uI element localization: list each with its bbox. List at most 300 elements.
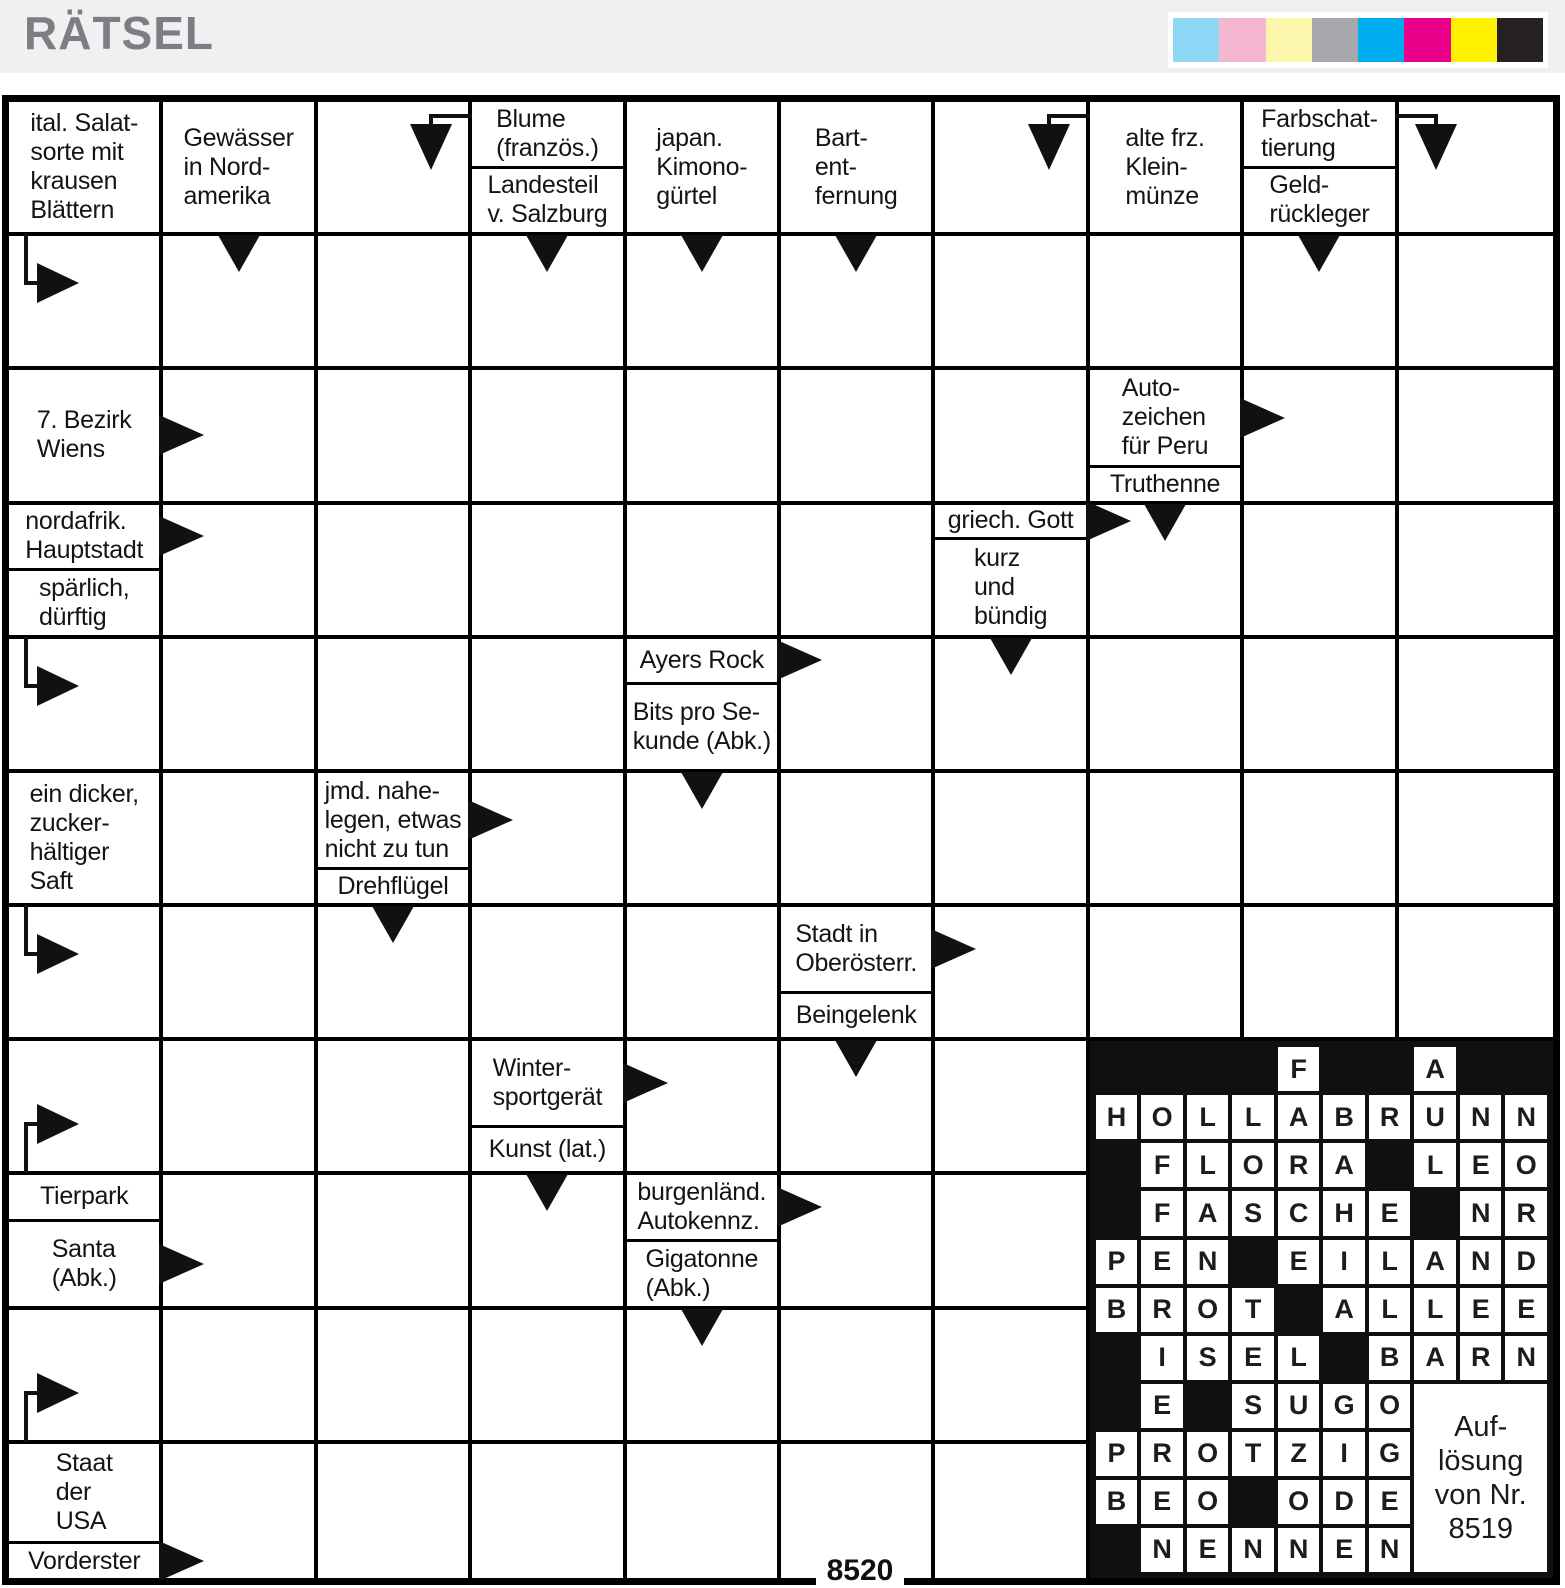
answer-cell[interactable] <box>163 1041 317 1175</box>
down-arrow-icon <box>834 235 878 273</box>
answer-cell[interactable] <box>1399 505 1553 639</box>
clue-cell <box>9 773 163 907</box>
clue-part <box>627 1175 777 1239</box>
right-arrow-icon <box>777 1187 823 1227</box>
clue-line: zeichen <box>1121 403 1206 432</box>
clue-part <box>935 505 1085 538</box>
solution-letter-cell: L <box>1187 1143 1229 1187</box>
clue-line: 7. Bezirk <box>36 406 132 435</box>
solution-letter-cell: Z <box>1278 1432 1320 1476</box>
right-arrow-icon <box>159 1541 205 1581</box>
solution-letter-cell: A <box>1414 1240 1456 1284</box>
solution-letter-cell: H <box>1323 1191 1365 1235</box>
answer-cell[interactable] <box>1399 370 1553 504</box>
clue-line: ein dicker, <box>29 779 139 808</box>
solution-letter-cell: T <box>1232 1288 1274 1332</box>
clue-line: für Peru <box>1121 432 1209 461</box>
bent-down-arrow-icon <box>1395 114 1467 174</box>
answer-cell[interactable] <box>318 102 472 236</box>
color-swatch <box>1404 18 1450 62</box>
solution-letter-cell: O <box>1141 1095 1183 1139</box>
clue-text <box>52 1235 117 1293</box>
clue-line: Gewässer <box>183 123 294 152</box>
solution-letter-cell: E <box>1278 1240 1320 1284</box>
bent-down-arrow-icon <box>400 114 472 174</box>
clue-part <box>1244 102 1394 166</box>
solution-label-line: 8519 <box>1448 1512 1513 1545</box>
clue-cell <box>9 1175 163 1309</box>
solution-letter-cell: F <box>1141 1191 1183 1235</box>
clue-text <box>1269 171 1369 229</box>
clue-line: Vorderster <box>28 1546 141 1575</box>
answer-cell[interactable] <box>318 236 472 370</box>
clue-line: hältiger <box>29 837 110 866</box>
answer-cell[interactable] <box>472 639 626 773</box>
answer-cell[interactable] <box>318 639 472 773</box>
right-arrow-icon <box>468 800 514 840</box>
answer-cell[interactable] <box>1090 773 1244 907</box>
solution-black-cell <box>1232 1047 1274 1091</box>
answer-cell[interactable] <box>1090 236 1244 370</box>
answer-cell[interactable] <box>472 236 626 370</box>
print-color-bar <box>1168 12 1548 68</box>
header-bar <box>0 0 1565 73</box>
answer-cell[interactable] <box>1244 236 1398 370</box>
down-arrow-icon <box>680 772 724 810</box>
clue-part <box>472 102 622 166</box>
solution-letter-cell: L <box>1414 1288 1456 1332</box>
bent-right-arrow-icon <box>15 1368 87 1442</box>
clue-text <box>640 646 764 675</box>
answer-cell[interactable] <box>627 505 781 639</box>
solution-black-cell <box>1232 1480 1274 1524</box>
color-swatch <box>1312 18 1358 62</box>
solution-letter-cell: S <box>1232 1384 1274 1428</box>
solution-letter-cell: L <box>1414 1143 1456 1187</box>
solution-label-line: Auf- <box>1454 1410 1508 1443</box>
answer-cell[interactable] <box>627 773 781 907</box>
answer-cell[interactable] <box>9 907 163 1041</box>
clue-line: Bits pro Se- <box>632 697 760 726</box>
answer-cell[interactable] <box>1244 639 1398 773</box>
solution-letter-cell: I <box>1323 1240 1365 1284</box>
clue-line: bündig <box>973 602 1048 631</box>
solution-letter-cell: S <box>1232 1191 1274 1235</box>
answer-cell[interactable] <box>1244 773 1398 907</box>
solution-letter-cell: F <box>1141 1143 1183 1187</box>
solution-letter-cell: O <box>1278 1480 1320 1524</box>
clue-line: ent- <box>814 152 857 181</box>
answer-cell[interactable] <box>9 639 163 773</box>
down-arrow-icon <box>1143 504 1187 542</box>
clue-line: Farbschat- <box>1261 104 1378 133</box>
answer-cell[interactable] <box>627 370 781 504</box>
down-arrow-icon <box>371 906 415 944</box>
solution-black-cell <box>1096 1191 1138 1235</box>
clue-text <box>25 507 143 565</box>
answer-cell[interactable] <box>627 1444 781 1578</box>
clue-part <box>781 907 931 991</box>
answer-cell[interactable] <box>935 1175 1089 1309</box>
clue-cell <box>935 505 1089 639</box>
clue-part <box>9 773 159 903</box>
clue-line: Winter- <box>492 1054 572 1083</box>
page-title: RÄTSEL <box>24 7 214 59</box>
solution-letter-cell: A <box>1323 1288 1365 1332</box>
answer-cell[interactable] <box>935 639 1089 773</box>
clue-cell <box>472 1041 626 1175</box>
clue-text <box>948 506 1074 535</box>
clue-part <box>9 1219 159 1306</box>
solution-letter-cell: E <box>1323 1528 1365 1572</box>
clue-line: Beingelenk <box>795 1001 917 1030</box>
clue-line: Kimono- <box>656 152 748 181</box>
solution-black-cell <box>1187 1047 1229 1091</box>
solution-letter-cell: E <box>1141 1240 1183 1284</box>
answer-cell[interactable] <box>163 773 317 907</box>
right-arrow-icon <box>931 929 977 969</box>
solution-letter-cell: E <box>1460 1288 1502 1332</box>
answer-cell[interactable] <box>935 773 1089 907</box>
clue-cell <box>9 102 163 236</box>
answer-cell[interactable] <box>627 1310 781 1444</box>
answer-cell[interactable] <box>935 370 1089 504</box>
solution-letter-cell: A <box>1323 1143 1365 1187</box>
solution-letter-cell: A <box>1278 1095 1320 1139</box>
solution-label <box>1414 1384 1547 1572</box>
solution-letter-cell: O <box>1187 1480 1229 1524</box>
solution-black-cell <box>1414 1191 1456 1235</box>
puzzle-number: 8520 <box>816 1554 904 1588</box>
right-arrow-icon <box>159 1244 205 1284</box>
clue-line: (Abk.) <box>51 1263 117 1292</box>
clue-line: legen, etwas <box>324 805 462 834</box>
solution-letter-cell: O <box>1232 1143 1274 1187</box>
down-arrow-icon <box>680 1309 724 1347</box>
solution-letter-cell: D <box>1505 1240 1547 1284</box>
bent-right-arrow-icon <box>15 1099 87 1173</box>
answer-cell[interactable] <box>1399 639 1553 773</box>
solution-letter-cell: L <box>1232 1095 1274 1139</box>
answer-cell[interactable] <box>472 505 626 639</box>
answer-cell[interactable] <box>781 1041 935 1175</box>
clue-line: zucker- <box>29 808 110 837</box>
clue-line: tierung <box>1261 133 1336 162</box>
clue-text <box>40 1182 128 1211</box>
clue-part <box>163 102 313 232</box>
clue-line: burgenländ. <box>637 1178 767 1207</box>
clue-cell <box>781 102 935 236</box>
solution-letter-cell: C <box>1278 1191 1320 1235</box>
clue-text <box>489 1135 606 1164</box>
clue-line: Santa <box>51 1234 116 1263</box>
clue-line: Gigatonne <box>645 1244 759 1273</box>
solution-letter-cell: F <box>1278 1047 1320 1091</box>
answer-cell[interactable] <box>781 1310 935 1444</box>
answer-cell[interactable] <box>318 1310 472 1444</box>
clue-part <box>9 568 159 635</box>
bent-down-arrow-icon <box>1018 114 1090 174</box>
down-arrow-icon <box>217 235 261 273</box>
answer-cell[interactable] <box>163 236 317 370</box>
clue-text <box>338 872 449 901</box>
solution-black-cell <box>1096 1047 1138 1091</box>
solution-letter-cell: N <box>1505 1336 1547 1380</box>
bent-right-arrow-icon <box>15 234 87 308</box>
solution-black-cell <box>1096 1384 1138 1428</box>
solution-letter-cell: O <box>1505 1143 1547 1187</box>
clue-part <box>9 1541 159 1578</box>
down-arrow-icon <box>989 638 1033 676</box>
clue-line: Klein- <box>1125 152 1188 181</box>
answer-cell[interactable] <box>935 236 1089 370</box>
color-swatch <box>1219 18 1265 62</box>
solution-letter-cell: D <box>1323 1480 1365 1524</box>
clue-line: amerika <box>183 181 271 210</box>
answer-cell[interactable] <box>472 907 626 1041</box>
solution-letter-cell: E <box>1369 1191 1411 1235</box>
clue-line: sportgerät <box>492 1083 603 1112</box>
clue-text <box>496 105 599 163</box>
clue-line: jmd. nahe- <box>324 776 440 805</box>
down-arrow-icon <box>525 235 569 273</box>
answer-cell[interactable] <box>1090 907 1244 1041</box>
answer-cell[interactable] <box>781 236 935 370</box>
solution-letter-cell: L <box>1187 1095 1229 1139</box>
clue-line: kurz <box>973 544 1020 573</box>
clue-cell <box>472 102 626 236</box>
solution-black-cell <box>1096 1143 1138 1187</box>
solution-grid <box>1090 1041 1553 1578</box>
answer-cell[interactable] <box>1244 907 1398 1041</box>
solution-letter-cell: N <box>1278 1528 1320 1572</box>
solution-black-cell <box>1505 1047 1547 1091</box>
solution-letter-cell: R <box>1505 1191 1547 1235</box>
clue-cell <box>627 1175 781 1309</box>
solution-letter-cell: U <box>1278 1384 1320 1428</box>
answer-cell[interactable] <box>1399 773 1553 907</box>
clue-text <box>1122 374 1209 461</box>
clue-text <box>493 1054 603 1112</box>
clue-line: Truthenne <box>1109 469 1221 498</box>
clue-text <box>815 124 898 211</box>
color-swatch <box>1358 18 1404 62</box>
solution-letter-cell: H <box>1096 1095 1138 1139</box>
clue-part <box>627 639 777 682</box>
solution-label-line: von Nr. <box>1434 1478 1527 1511</box>
clue-part <box>627 102 777 232</box>
solution-black-cell <box>1278 1288 1320 1332</box>
clue-text <box>487 171 607 229</box>
solution-letter-cell: A <box>1414 1336 1456 1380</box>
clue-line: Blume <box>496 104 566 133</box>
clue-part <box>9 370 159 500</box>
solution-black-cell <box>1187 1384 1229 1428</box>
solution-black-cell <box>1096 1528 1138 1572</box>
solution-black-cell <box>1141 1047 1183 1091</box>
clue-text <box>28 1547 140 1576</box>
bent-right-arrow-icon <box>15 905 87 979</box>
answer-cell[interactable] <box>627 236 781 370</box>
clue-part <box>472 166 622 233</box>
right-arrow-icon <box>159 516 205 556</box>
solution-letter-cell: A <box>1414 1047 1456 1091</box>
clue-cell <box>1090 370 1244 504</box>
answer-cell[interactable] <box>163 907 317 1041</box>
solution-letter-cell: N <box>1460 1095 1502 1139</box>
clue-part <box>1090 370 1240 464</box>
answer-cell[interactable] <box>935 102 1089 236</box>
clue-cell <box>9 370 163 504</box>
color-swatch <box>1497 18 1543 62</box>
right-arrow-icon <box>1086 501 1132 541</box>
answer-cell[interactable] <box>935 1041 1089 1175</box>
color-swatch <box>1173 18 1219 62</box>
answer-cell[interactable] <box>781 773 935 907</box>
answer-cell[interactable] <box>318 1175 472 1309</box>
answer-cell[interactable] <box>163 639 317 773</box>
solution-letter-cell: E <box>1141 1384 1183 1428</box>
solution-letter-cell: R <box>1141 1432 1183 1476</box>
clue-part <box>9 1175 159 1218</box>
solution-black-cell <box>1369 1047 1411 1091</box>
solution-letter-cell: R <box>1460 1336 1502 1380</box>
clue-line: v. Salzburg <box>487 200 608 229</box>
clue-text <box>184 124 294 211</box>
solution-letter-cell: L <box>1278 1336 1320 1380</box>
clue-line: Oberösterr. <box>795 949 918 978</box>
solution-label-line: lösung <box>1437 1444 1524 1477</box>
clue-text <box>637 1178 766 1236</box>
answer-cell[interactable] <box>9 1310 163 1444</box>
answer-cell[interactable] <box>9 1041 163 1175</box>
clue-line: Blättern <box>30 196 115 225</box>
crossword-grid <box>2 95 1560 1585</box>
solution-letter-cell: I <box>1323 1432 1365 1476</box>
answer-cell[interactable] <box>935 907 1089 1041</box>
clue-line: fernung <box>814 181 898 210</box>
solution-letter-cell: O <box>1187 1432 1229 1476</box>
solution-letter-cell: N <box>1460 1191 1502 1235</box>
answer-cell[interactable] <box>472 370 626 504</box>
clue-line: (Abk.) <box>645 1273 711 1302</box>
clue-part <box>318 773 468 867</box>
solution-black-cell <box>1096 1336 1138 1380</box>
solution-letter-cell: N <box>1232 1528 1274 1572</box>
clue-text <box>633 698 771 756</box>
clue-cell <box>1244 102 1398 236</box>
answer-cell[interactable] <box>318 505 472 639</box>
solution-letter-cell: I <box>1141 1336 1183 1380</box>
answer-cell[interactable] <box>472 1175 626 1309</box>
solution-letter-cell: E <box>1505 1288 1547 1332</box>
down-arrow-icon <box>680 235 724 273</box>
clue-part <box>472 1125 622 1171</box>
clue-cell <box>318 773 472 907</box>
answer-cell[interactable] <box>318 370 472 504</box>
clue-line: Ayers Rock <box>639 645 764 674</box>
answer-cell[interactable] <box>9 236 163 370</box>
answer-cell[interactable] <box>627 907 781 1041</box>
solution-letter-cell: B <box>1096 1480 1138 1524</box>
solution-black-cell <box>1323 1047 1365 1091</box>
clue-line: Tierpark <box>40 1182 129 1211</box>
clue-line: nordafrik. <box>25 507 127 536</box>
clue-line: Stadt in <box>795 920 878 949</box>
clue-text <box>974 544 1047 631</box>
solution-letter-cell: N <box>1369 1528 1411 1572</box>
clue-line: Drehflügel <box>337 872 449 901</box>
answer-cell[interactable] <box>935 1310 1089 1444</box>
solution-letter-cell: B <box>1369 1336 1411 1380</box>
answer-cell[interactable] <box>781 370 935 504</box>
answer-cell[interactable] <box>781 505 935 639</box>
clue-line: Wiens <box>36 435 105 464</box>
down-arrow-icon <box>525 1174 569 1212</box>
solution-letter-cell: G <box>1369 1432 1411 1476</box>
answer-cell[interactable] <box>1090 639 1244 773</box>
clue-part <box>9 505 159 569</box>
solution-letter-cell: B <box>1323 1095 1365 1139</box>
solution-letter-cell: L <box>1369 1240 1411 1284</box>
clue-part <box>1244 166 1394 233</box>
answer-cell[interactable] <box>163 1310 317 1444</box>
clue-line: griech. Gott <box>947 506 1074 535</box>
solution-black-cell <box>1369 1143 1411 1187</box>
right-arrow-icon <box>623 1063 669 1103</box>
clue-line: dürftig <box>38 602 107 631</box>
answer-cell[interactable] <box>627 1041 781 1175</box>
clue-line: rückleger <box>1269 200 1370 229</box>
clue-cell <box>1090 102 1244 236</box>
solution-black-cell <box>1460 1047 1502 1091</box>
solution-letter-cell: R <box>1141 1288 1183 1332</box>
solution-letter-cell: E <box>1187 1528 1229 1572</box>
clue-line: und <box>973 573 1015 602</box>
answer-cell[interactable] <box>1399 102 1553 236</box>
clue-cell <box>9 505 163 639</box>
clue-part <box>472 1041 622 1125</box>
answer-cell[interactable] <box>1399 236 1553 370</box>
clue-line: in Nord- <box>183 152 271 181</box>
answer-cell[interactable] <box>935 1444 1089 1578</box>
clue-text <box>656 124 747 211</box>
clue-part <box>627 1239 777 1306</box>
clue-text <box>325 777 462 864</box>
answer-cell[interactable] <box>318 1444 472 1578</box>
solution-letter-cell: G <box>1323 1384 1365 1428</box>
answer-cell[interactable] <box>1399 907 1553 1041</box>
clue-line: ital. Salat- <box>30 109 138 138</box>
answer-cell[interactable] <box>472 1444 626 1578</box>
solution-letter-cell: N <box>1460 1240 1502 1284</box>
answer-cell[interactable] <box>472 1310 626 1444</box>
answer-cell[interactable] <box>318 1041 472 1175</box>
clue-cell <box>163 102 317 236</box>
clue-line: Hauptstadt <box>25 536 144 565</box>
clue-cell <box>627 102 781 236</box>
clue-cell <box>627 639 781 773</box>
clue-line: gürtel <box>656 181 718 210</box>
clue-part <box>9 1444 159 1541</box>
answer-cell[interactable] <box>163 1175 317 1309</box>
clue-line: alte frz. <box>1125 123 1205 152</box>
answer-cell[interactable] <box>318 907 472 1041</box>
clue-text <box>37 406 132 464</box>
clue-line: Saft <box>29 866 73 895</box>
answer-cell[interactable] <box>1244 505 1398 639</box>
right-arrow-icon <box>1240 398 1286 438</box>
